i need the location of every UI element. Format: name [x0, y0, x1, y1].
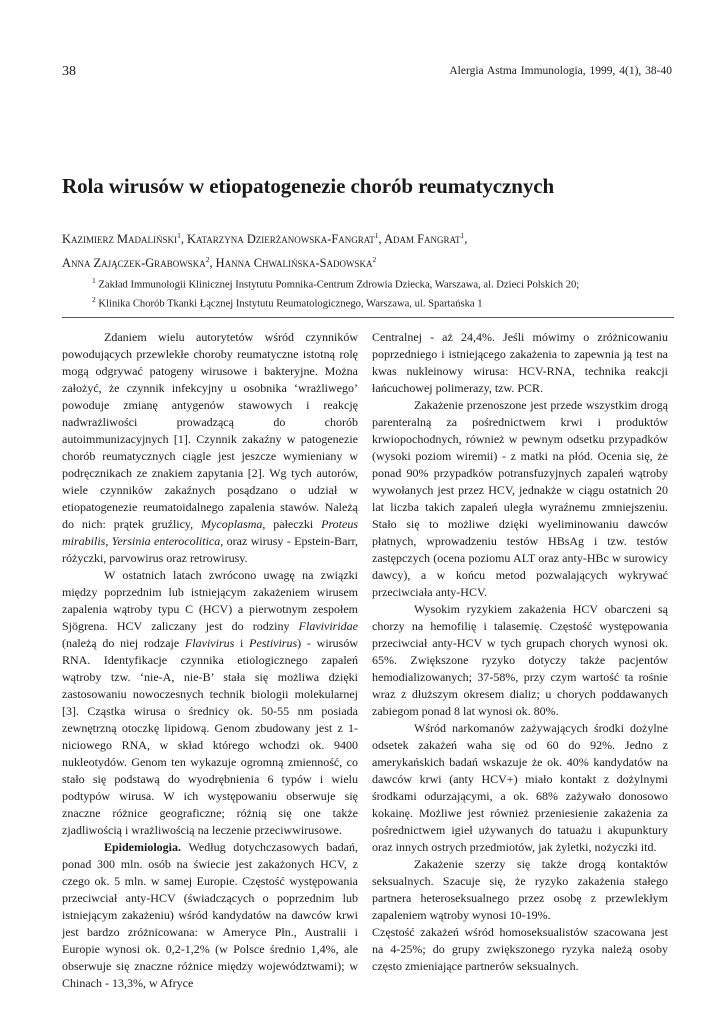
- author-name: Hanna Chwalińska-Sadowska: [215, 255, 373, 270]
- body-paragraph: Zakażenie szerzy się także drogą kontaktów seksualnych. Szacuje się, że ryzyko zakażenia stałego partnera heteroseksualnego przez osobę z przewlekłym zapaleniem wątroby wynosi 10-19%.: [372, 857, 668, 922]
- affiliation-line: [92, 274, 692, 293]
- author-separator: ,: [209, 255, 216, 270]
- author-name: Katarzyna Dzierżanowska-Fangrat: [187, 232, 375, 247]
- page-number: 38: [62, 64, 76, 79]
- author-affiliation-mark: 2: [372, 254, 377, 264]
- author-affiliation-mark: 1: [177, 231, 181, 240]
- body-paragraph: Częstość zakażeń wśród homoseksualistów szacowana jest na 4-25%; do grupy zwiększonego ryzyka należą osoby często zmieniające partnerów seksualnych.: [372, 925, 668, 973]
- affiliation-number: 2: [92, 295, 96, 305]
- body-paragraph: Epidemiologia. Według dotychczasowych badań, ponad 300 mln. osób na świecie jest zakażonych HCV, z czego ok. 5 mln. w samej Europie. Częstość występowania przeciwciał anty-HCV (świadczących o poprzednim lub istniejącym zakażeniu) wśród kandydatów na dawców krwi jest bardzo zróżnicowana: w Ameryce Płn., Australii i Europie wynosi ok. 0,2-1,2% (w Polsce średnio 1,4%, ale obserwuje się znaczne różnice między województwami); w Chinach - 13,3%, w Afryce: [62, 840, 358, 990]
- body-paragraph: Zakażenie przenoszone jest przede wszystkim drogą parenteralną za pośrednictwem krwi i produktów krwiopochodnych, również w pewnym odsetku przypadków (wysoki poziom wiremii) - z matki na płód. Ocenia się, że ponad 90% przypadków potransfuzyjnych zapaleń wątroby wywołanych jest przez HCV, jednakże w ciągu ostatnich 20 lat liczba takich zapaleń uległa wyraźnemu zmniejszeniu. Stało się to możliwe dzięki wyeliminowaniu dawców płatnych, wprowadzeniu testów HBsAg i tzw. testów zastępczych (ocena poziomu ALT oraz anty-HBc w surowicy dawcy), a w końcu metod pozwalających wykrywać przeciwciała anty-HCV.: [372, 398, 668, 599]
- body-paragraph: W ostatnich latach zwrócono uwagę na związki między poprzednim lub istniejącym zakażeniem wirusem zapalenia wątroby typu C (HCV) a pierwotnym zespołem Sjögrena. HCV zaliczany jest do rodziny Flaviviridae (należą do niej rodzaje Flavivirus i Pestivirus) - wirusów RNA. Identyfikacje czynnika etiologicznego zapaleń wątroby tzw. ‘nie-A, nie-B’ stała się możliwa dzięki zastosowaniu nowoczesnych technik biologii molekularnej [3]. Cząstka wirusa o średnicy ok. 50-55 nm posiada zewnętrzną otoczkę lipidową. Genom zbudowany jest z 1-niciowego RNA, w skład którego wchodzi ok. 9400 nukleotydów. Genom ten wykazuje ogromną zmienność, co stało się podstawą do wyodrębnienia 6 typów i wielu podtypów wirusa. W ich występowaniu obserwuje się znaczne różnice geograficzne; różnią się one także zjadliwością i wrażliwością na leczenie przeciwwirusowe.: [62, 568, 358, 837]
- author-name: Anna Zajączek-Grabowska: [62, 255, 206, 270]
- body-paragraph: Wysokim ryzykiem zakażenia HCV obarczeni są chorzy na hemofilię i talasemię. Częstość występowania przeciwciał anty-HCV w tych grupach chorych wynosi ok. 65%. Zwiększone ryzyko dotyczy także pacjentów hemodializowanych; 37-58%, przy czym wartość ta rośnie wraz z dłuższym okresem dializ; u chorych poddawanych zabiegom ponad 8 lat wynosi ok. 80%.: [372, 602, 668, 718]
- body-paragraph: Centralnej - aż 24,4%. Jeśli mówimy o zróżnicowaniu poprzedniego i istniejącego zakażenia to zapewnia ją test na kwas nukleinowy wirusa: HCV-RNA, technika reakcji łańcuchowej polimerazy, tzw. PCR.: [372, 330, 668, 395]
- body-paragraph: Zdaniem wielu autorytetów wśród czynników powodujących przewlekłe choroby reumatyczne istotną rolę mogą odgrywać patogeny wirusowe i bakteryjne. Można założyć, że czynnik infekcyjny u osobnika ‘wrażliwego’ powoduje zmianę antygenów stawowych i reakcję nadwrażliwości prowadzącą do chorób autoimmunizacyjnych [1]. Czynnik zakaźny w patogenezie chorób reumatycznych ciągle jest jeszcze wymieniany w podręcznikach ze znakiem zapytania [2]. Wg tych autorów, wiele czynników zakaźnych posądzano o udział w etiopatogenezie reumatoidalnego zapalenia stawów. Należą do nich: prątek gruźlicy, Mycoplasma, pałeczki Proteus mirabilis, Yersinia enterocolitica, oraz wirusy - Epstein-Barr, różyczki, parvowirus oraz retrowirusy.: [62, 330, 359, 565]
- affiliation-number: 1: [92, 276, 96, 285]
- affiliation-text: Zakład Immunologii Klinicznej Instytutu Pomnika-Centrum Zdrowia Dziecka, Warszawa, al. Dzieci Polskich 20;: [98, 279, 580, 291]
- author-list: [62, 226, 682, 273]
- right-column: [372, 329, 668, 975]
- affiliations: [92, 274, 692, 312]
- author-affiliation-mark: 1: [374, 231, 379, 240]
- left-column: [62, 329, 358, 992]
- author-separator: ,: [464, 232, 468, 247]
- affiliation-line: [92, 293, 692, 312]
- running-head: Alergia Astma Immunologia, 1999, 4(1), 38-40: [449, 65, 672, 77]
- author-separator: ,: [378, 232, 385, 247]
- author-name: Adam Fangrat: [384, 232, 461, 247]
- article-title: Rola wirusów w etiopatogenezie chorób reumatycznych: [62, 174, 555, 198]
- author-separator: ,: [180, 232, 188, 247]
- author-name: Kazimierz Madaliński: [62, 232, 178, 247]
- author-affiliation-mark: 2: [205, 254, 210, 264]
- affiliation-text: Klinika Chorób Tkanki Łącznej Instytutu Reumatologicznego, Warszawa, ul. Spartańska 1: [98, 298, 483, 310]
- body-paragraph: Wśród narkomanów zażywających środki dożylne odsetek zakażeń waha się od 60 do 92%. Jedno z amerykańskich badań wskazuje że ok. 40% kandydatów na dawców krwi (anty HCV+) miało kontakt z dożylnymi środkami odurzającymi, a ok. 68% zażywało donosowo kokainę. Możliwe jest również przeniesienie zakażenia za pośrednictwem igieł używanych do tatuażu i akupunktury oraz innych ostrych przedmiotów, jak żyletki, nożyczki itd.: [372, 721, 668, 854]
- header-divider: [62, 317, 674, 318]
- author-affiliation-mark: 1: [460, 231, 465, 240]
- section-heading-epidemiology: Epidemiologia.: [104, 840, 182, 854]
